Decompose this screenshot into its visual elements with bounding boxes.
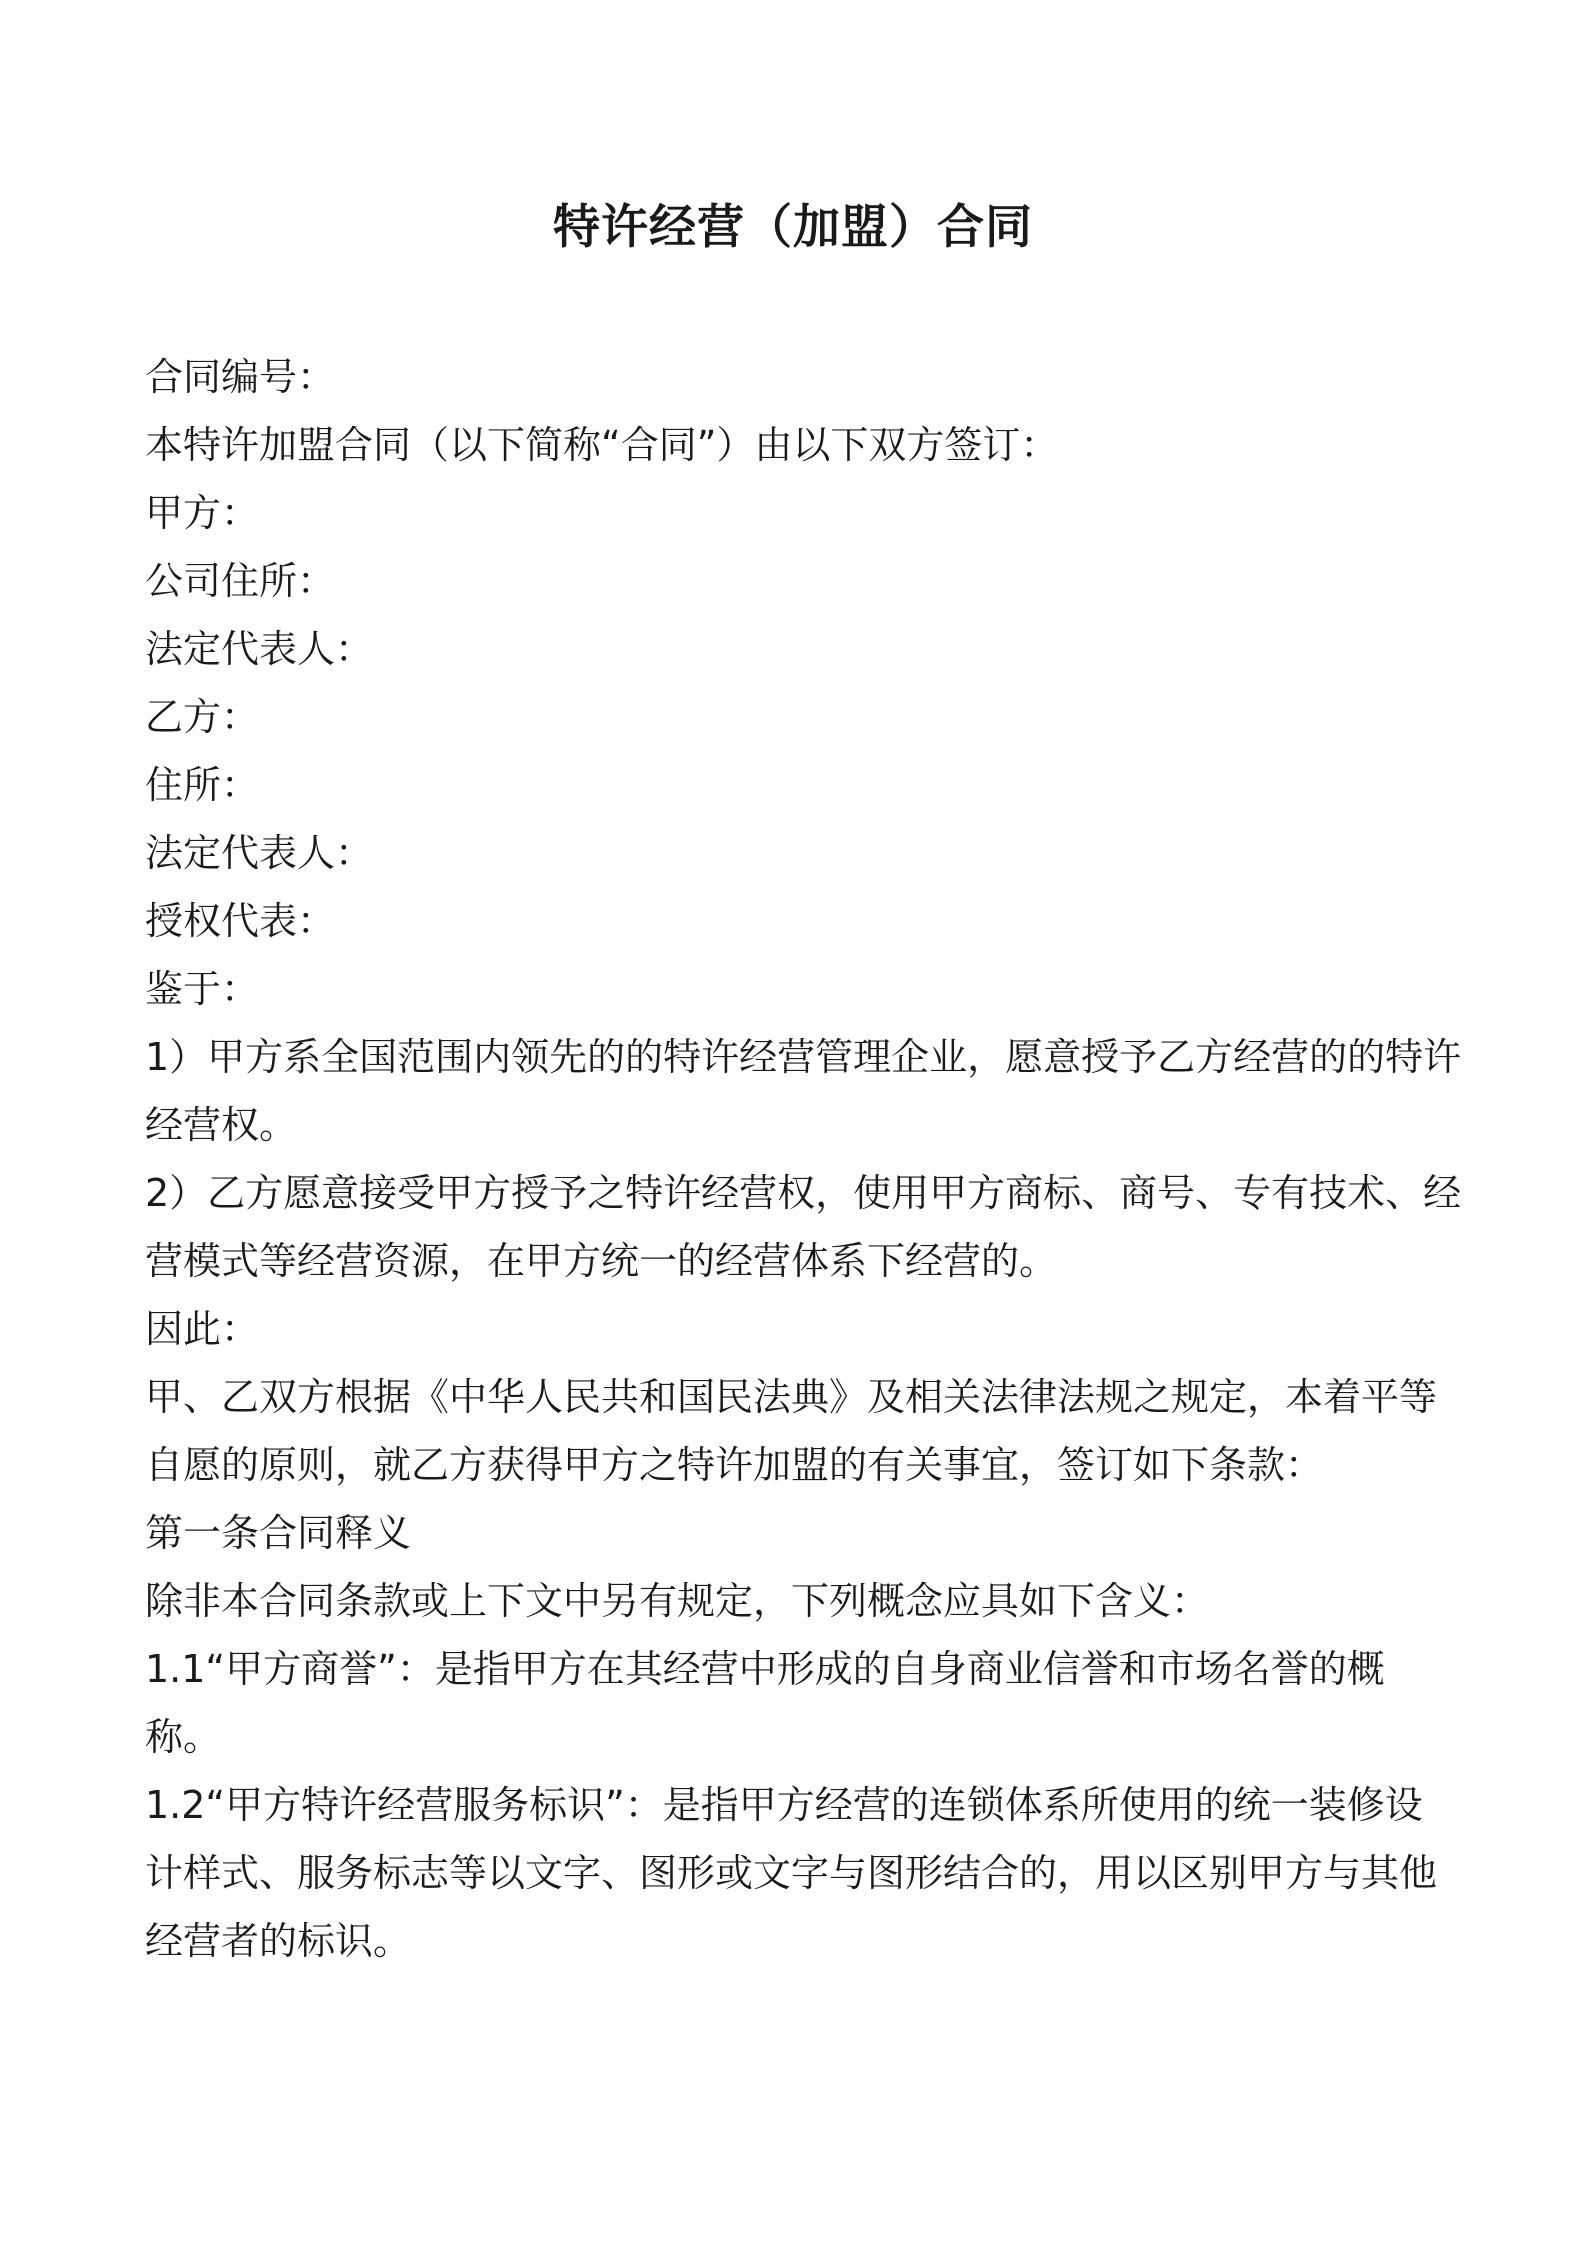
recital-2-line-2: 营模式等经营资源，在甲方统一的经营体系下经营的。 [145,1239,1058,1283]
definition-1-2-line-1: 1.2“甲方特许经营服务标识”：是指甲方经营的连锁体系所使用的统一装修设 [145,1783,1423,1827]
party-a-address-line: 公司住所： [145,559,336,603]
therefore-heading: 因此： [145,1307,260,1351]
party-b-address-line: 住所： [145,763,260,807]
document-title: 特许经营（加盟）合同 [553,200,1033,255]
party-b-legal-rep-line: 法定代表人： [145,831,374,875]
party-a-line: 甲方： [145,491,260,535]
whereas-heading: 鉴于： [145,967,260,1011]
recital-2-line-1: 2）乙方愿意接受甲方授予之特许经营权，使用甲方商标、商号、专有技术、经 [145,1171,1462,1215]
definition-1-2-line-2: 计样式、服务标志等以文字、图形或文字与图形结合的，用以区别甲方与其他 [145,1851,1438,1895]
definition-1-2-line-3: 经营者的标识。 [145,1919,412,1963]
agreement-clause-line-1: 甲、乙双方根据《中华人民共和国民法典》及相关法律法规之规定，本着平等 [145,1375,1438,1419]
preamble-line: 本特许加盟合同（以下简称“合同”）由以下双方签订： [145,423,1059,467]
definition-1-1-line-2: 称。 [145,1715,222,1759]
recital-1-line-1: 1）甲方系全国范围内领先的的特许经营管理企业，愿意授予乙方经营的的特许 [145,1035,1462,1079]
definitions-intro-line: 除非本合同条款或上下文中另有规定，下列概念应具如下含义： [145,1579,1210,1623]
document-body [145,343,1462,1975]
authorized-rep-line: 授权代表： [145,899,336,943]
recital-1-line-2: 经营权。 [145,1103,298,1147]
contract-number-line: 合同编号： [145,355,336,399]
party-a-legal-rep-line: 法定代表人： [145,627,374,671]
agreement-clause-line-2: 自愿的原则，就乙方获得甲方之特许加盟的有关事宜，签订如下条款： [145,1443,1324,1487]
party-b-line: 乙方： [145,695,260,739]
article-1-heading: 第一条合同释义 [145,1511,412,1555]
definition-1-1-line-1: 1.1“甲方商誉”：是指甲方在其经营中形成的自身商业信誉和市场名誉的概 [145,1647,1385,1691]
